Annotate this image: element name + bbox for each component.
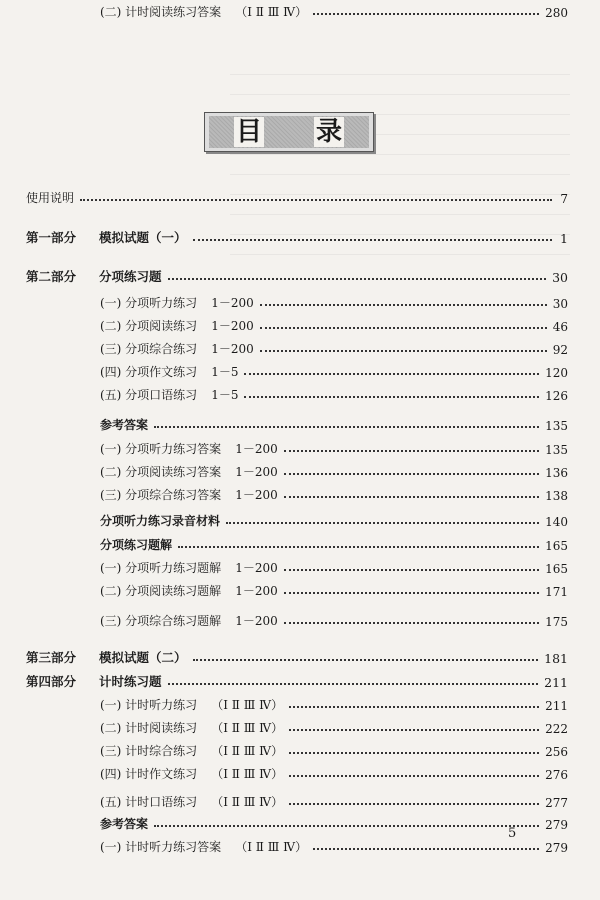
dot-leader — [193, 239, 552, 241]
part-label: 第一部分 — [26, 230, 77, 245]
dot-leader — [289, 729, 539, 731]
page-ref: 120 — [545, 366, 568, 380]
toc-entry — [26, 186, 568, 206]
dot-leader — [244, 373, 539, 375]
toc-entry — [100, 509, 568, 529]
dot-leader — [260, 304, 547, 306]
entry-range: （Ⅰ Ⅱ Ⅲ Ⅳ） — [211, 698, 284, 712]
toc-entry — [100, 360, 568, 380]
toc-entry — [26, 226, 568, 246]
part-label: 第二部分 — [26, 269, 77, 284]
dot-leader — [313, 848, 539, 850]
entry-title: (一) 计时听力练习答案 — [100, 840, 222, 854]
title-char-mu: 目 — [235, 117, 262, 147]
toc-entry — [100, 556, 568, 576]
entry-title: (二) 分项阅读练习 — [100, 319, 198, 333]
dot-leader — [289, 752, 539, 754]
dot-leader — [313, 13, 539, 15]
page-ref: 126 — [545, 389, 568, 403]
entry-title: 分项练习题 — [99, 269, 162, 284]
page-ref: 165 — [545, 562, 568, 576]
toc-entry — [26, 265, 568, 285]
entry-range: （Ⅰ Ⅱ Ⅲ Ⅳ） — [235, 840, 308, 854]
page-ref: 135 — [545, 419, 568, 433]
toc-entry — [100, 762, 568, 782]
dot-leader — [244, 396, 539, 398]
entry-title: (三) 分项综合练习答案 — [100, 488, 222, 502]
entry-range: 1－200 — [235, 488, 278, 502]
page-ref: 140 — [545, 515, 568, 529]
dot-leader — [284, 496, 539, 498]
toc-entry — [100, 533, 568, 553]
page-ref: 211 — [545, 699, 568, 713]
toc-entry — [100, 314, 568, 334]
dot-leader — [226, 522, 539, 524]
entry-title: 使用说明 — [26, 191, 75, 205]
page-ref: 279 — [545, 841, 568, 855]
entry-range: （Ⅰ Ⅱ Ⅲ Ⅳ） — [235, 5, 308, 19]
dot-leader — [284, 473, 539, 475]
entry-title: 参考答案 — [100, 817, 149, 831]
entry-title: 分项练习题解 — [100, 538, 173, 552]
toc-entry — [100, 835, 568, 855]
entry-title: (二) 计时阅读练习 — [100, 721, 198, 735]
page-ref: 277 — [545, 796, 568, 810]
entry-title: (一) 分项听力练习题解 — [100, 561, 222, 575]
page-ref: 135 — [545, 443, 568, 457]
toc-entry — [100, 413, 568, 433]
entry-range: 1－200 — [235, 584, 278, 598]
page-ref: 276 — [545, 768, 568, 782]
dot-leader — [260, 327, 547, 329]
toc-entry — [100, 383, 568, 403]
entry-title: (二) 计时阅读练习答案 — [100, 5, 222, 19]
dot-leader — [289, 775, 539, 777]
entry-range: 1－5 — [211, 365, 239, 379]
entry-range: 1－5 — [211, 388, 239, 402]
entry-title: (三) 计时综合练习 — [100, 744, 198, 758]
entry-title: (一) 计时听力练习 — [100, 698, 198, 712]
entry-title: (二) 分项阅读练习答案 — [100, 465, 222, 479]
page-number: 5 — [508, 826, 517, 841]
entry-title: (一) 分项听力练习 — [100, 296, 198, 310]
toc-entry — [100, 337, 568, 357]
page-ref: 46 — [552, 320, 568, 334]
part-label: 第三部分 — [26, 650, 77, 665]
page-ref: 136 — [545, 466, 568, 480]
dot-leader — [284, 592, 539, 594]
dot-leader — [168, 278, 547, 280]
entry-title: (四) 分项作文练习 — [100, 365, 198, 379]
entry-title: (五) 分项口语练习 — [100, 388, 198, 402]
toc-entry — [100, 460, 568, 480]
page-ref: 7 — [560, 192, 568, 206]
dot-leader — [154, 426, 539, 428]
toc-entry — [100, 790, 568, 810]
toc-entry — [100, 291, 568, 311]
toc-entry — [100, 812, 568, 832]
entry-range: （Ⅰ Ⅱ Ⅲ Ⅳ） — [211, 744, 284, 758]
page-ref: 175 — [545, 615, 568, 629]
entry-range: 1－200 — [211, 319, 254, 333]
page-ref: 30 — [552, 297, 568, 311]
entry-range: （Ⅰ Ⅱ Ⅲ Ⅳ） — [211, 721, 284, 735]
toc-entry — [26, 646, 568, 666]
entry-title: 参考答案 — [100, 418, 149, 432]
dot-leader — [289, 706, 539, 708]
entry-title: (四) 计时作文练习 — [100, 767, 198, 781]
dot-leader — [260, 350, 547, 352]
page-ref: 171 — [545, 585, 568, 599]
entry-title: (二) 分项阅读练习题解 — [100, 584, 222, 598]
page-ref: 181 — [544, 651, 568, 666]
dot-leader — [289, 803, 539, 805]
dot-leader — [193, 659, 539, 661]
entry-title: (五) 计时口语练习 — [100, 795, 198, 809]
page-ref: 211 — [544, 675, 568, 690]
toc-entry — [100, 693, 568, 713]
dot-leader — [154, 825, 539, 827]
dot-leader — [284, 622, 539, 624]
entry-title: 分项听力练习录音材料 — [100, 514, 221, 528]
toc-entry — [100, 437, 568, 457]
page-ref: 256 — [545, 745, 568, 759]
toc-entry — [100, 579, 568, 599]
entry-range: 1－200 — [235, 465, 278, 479]
toc-entry — [100, 0, 568, 20]
page-ref: 138 — [545, 489, 568, 503]
entry-range: 1－200 — [211, 342, 254, 356]
page-ref: 1 — [560, 231, 568, 246]
entry-range: 1－200 — [211, 296, 254, 310]
dot-leader — [80, 199, 552, 201]
title-char-lu: 录 — [315, 117, 342, 147]
entry-title: (三) 分项综合练习题解 — [100, 614, 222, 628]
entry-range: 1－200 — [235, 614, 278, 628]
entry-range: 1－200 — [235, 561, 278, 575]
page-ref: 280 — [545, 6, 568, 20]
toc-entry — [26, 670, 568, 690]
dot-leader — [284, 569, 539, 571]
entry-title: 计时练习题 — [99, 674, 162, 689]
entry-title: 模拟试题（一） — [99, 230, 187, 245]
entry-title: (一) 分项听力练习答案 — [100, 442, 222, 456]
entry-range: 1－200 — [235, 442, 278, 456]
toc-entry — [100, 716, 568, 736]
entry-range: （Ⅰ Ⅱ Ⅲ Ⅳ） — [211, 795, 284, 809]
page-ref: 279 — [545, 818, 568, 832]
entry-title: 模拟试题（二） — [99, 650, 187, 665]
dot-leader — [178, 546, 539, 548]
toc-entry — [100, 739, 568, 759]
entry-title: (三) 分项综合练习 — [100, 342, 198, 356]
dot-leader — [284, 450, 539, 452]
dot-leader — [168, 683, 539, 685]
entry-range: （Ⅰ Ⅱ Ⅲ Ⅳ） — [211, 767, 284, 781]
toc-entry — [100, 609, 568, 629]
page-ref: 92 — [552, 343, 568, 357]
part-label: 第四部分 — [26, 674, 77, 689]
toc-entry — [100, 483, 568, 503]
page-ref: 165 — [545, 539, 568, 553]
page-ref: 222 — [545, 722, 568, 736]
page-ref: 30 — [552, 270, 568, 285]
